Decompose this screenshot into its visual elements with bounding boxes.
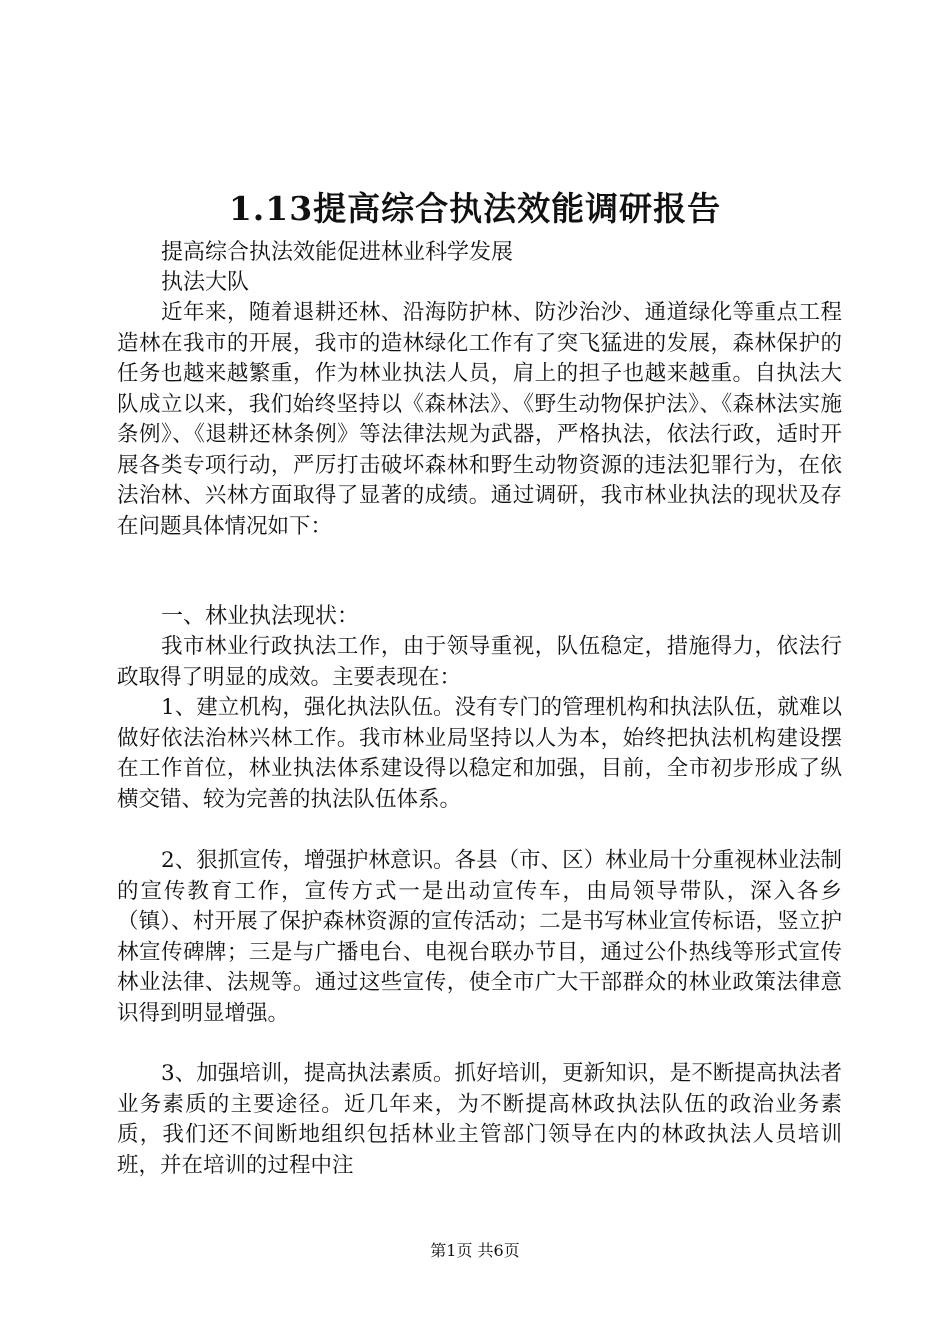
document-subtitle: 提高综合执法效能促进林业科学发展 xyxy=(161,240,514,265)
paragraph-point-3: 3、加强培训，提高执法素质。抓好培训，更新知识，是不断提高执法者业务素质的主要途径。近几年来，为不断提高林政执法队伍的政治业务素质，我们还不间断地组织包括林业主管部门领导在内的林政执法人员培训班，并在培训的过程中注 xyxy=(117,1061,842,1178)
paragraph-intro: 近年来，随着退耕还林、沿海防护林、防沙治沙、通道绿化等重点工程造林在我市的开展，我市的造林绿化工作有了突飞猛进的发展，森林保护的任务也越来越繁重，作为林业执法人员，肩上的担子也越来越重。自执法大队成立以来，我们始终坚持以《森林法》、《野生动物保护法》、《森林法实施条例》、《退耕还林条例》等法律法规为武器，严格执法，依法行政，适时开展各类专项行动，严厉打击破坏森林和野生动物资源的违法犯罪行为，在依法治林、兴林方面取得了显著的成绩。通过调研，我市林业执法的现状及存在问题具体情况如下： xyxy=(117,300,842,539)
document-author: 执法大队 xyxy=(161,270,250,295)
paragraph-overview: 我市林业行政执法工作，由于领导重视，队伍稳定，措施得力，依法行政取得了明显的成效。主要表现在： xyxy=(117,634,842,690)
section-heading: 一、林业执法现状： xyxy=(161,604,360,629)
paragraph-point-1: 1、建立机构，强化执法队伍。没有专门的管理机构和执法队伍，就难以做好依法治林兴林工作。我市林业局坚持以人为本，始终把执法机构建设摆在工作首位，林业执法体系建设得以稳定和加强，目前，全市初步形成了纵横交错、较为完善的执法队伍体系。 xyxy=(117,695,842,812)
document-title: 1.13提高综合执法效能调研报告 xyxy=(228,189,722,228)
paragraph-point-2: 2、狠抓宣传，增强护林意识。各县（市、区）林业局十分重视林业法制的宣传教育工作，宣传方式一是出动宣传车，由局领导带队，深入各乡（镇）、村开展了保护森林资源的宣传活动；二是书写林业宣传标语，竖立护林宣传碑牌；三是与广播电台、电视台联办节目，通过公仆热线等形式宣传林业法律、法规等。通过这些宣传，使全市广大干部群众的林业政策法律意识得到明显增强。 xyxy=(117,848,842,1026)
page-footer: 第1页 共6页 xyxy=(430,1241,520,1260)
